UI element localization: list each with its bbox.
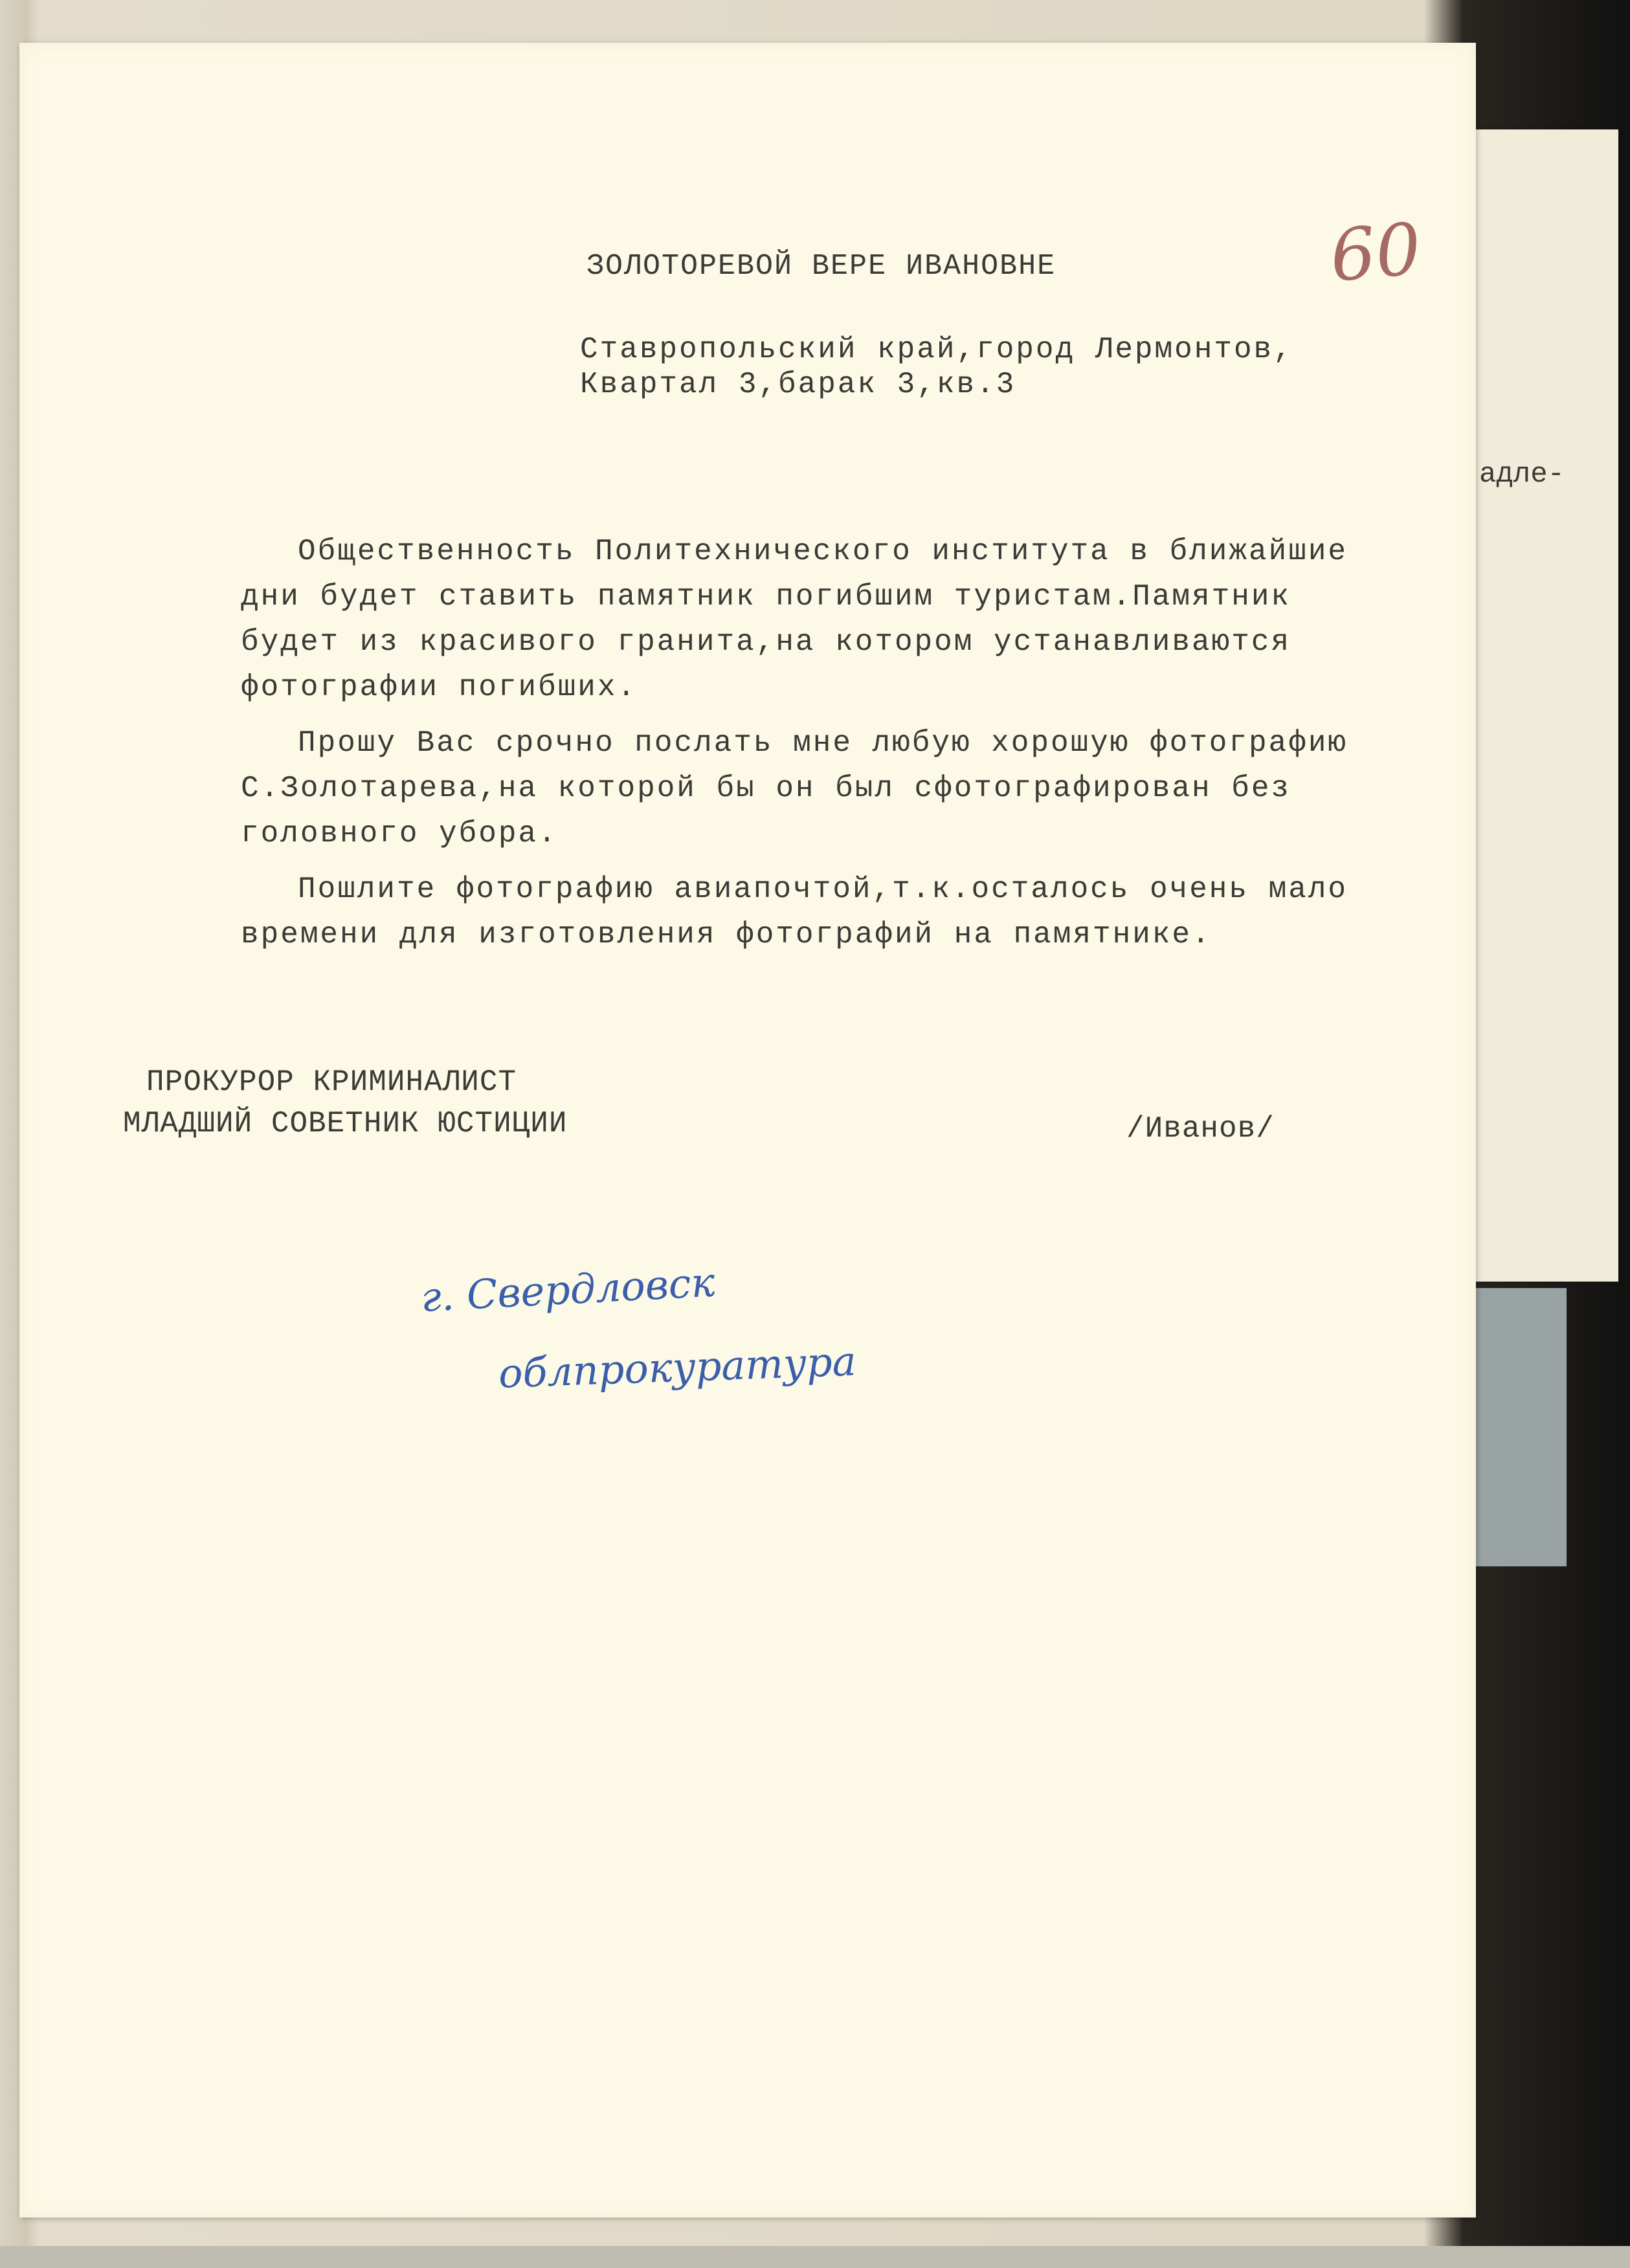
underlying-sheet-text: адле- [1479,458,1565,491]
signature-title-line: МЛАДШИЙ СОВЕТНИК ЮСТИЦИИ [123,1107,568,1140]
body-line: дни будет ставить памятник погибшим туристам.Памятник [241,580,1291,614]
body-line: будет из красивого гранита,на котором устанавливаются [241,625,1291,659]
scan-bottom-edge [0,2246,1630,2268]
body-line: Прошу Вас срочно послать мне любую хорошую фотографию [298,726,1348,760]
body-line: Пошлите фотографию авиапочтой,т.к.осталось очень мало [298,873,1348,906]
body-line: времени для изготовления фотографий на памятнике. [241,918,1212,951]
recipient-name: ЗОЛОТОРЕВОЙ ВЕРЕ ИВАНОВНЕ [586,250,1056,283]
letter-sheet [19,43,1476,2218]
address-line: Ставропольский край,город Лермонтов, [580,333,1293,366]
signature-title-line: ПРОКУРОР КРИМИНАЛИСТ [146,1065,517,1099]
body-line: С.Золотарева,на которой бы он был сфотографирован без [241,772,1291,805]
signature-name: /Иванов/ [1126,1112,1275,1146]
body-line: фотографии погибших. [241,671,638,704]
handwritten-note: облпрокуратура [497,1337,857,1397]
address-line: Квартал 3,барак 3,кв.3 [580,368,1016,401]
folio-number: 60 [1326,207,1425,298]
handwritten-note: г. Свердловск [419,1258,717,1321]
body-line: головного убора. [241,817,558,850]
body-line: Общественность Политехнического института в ближайшие [298,535,1348,568]
underlying-grey-sheet [1463,1288,1567,1566]
